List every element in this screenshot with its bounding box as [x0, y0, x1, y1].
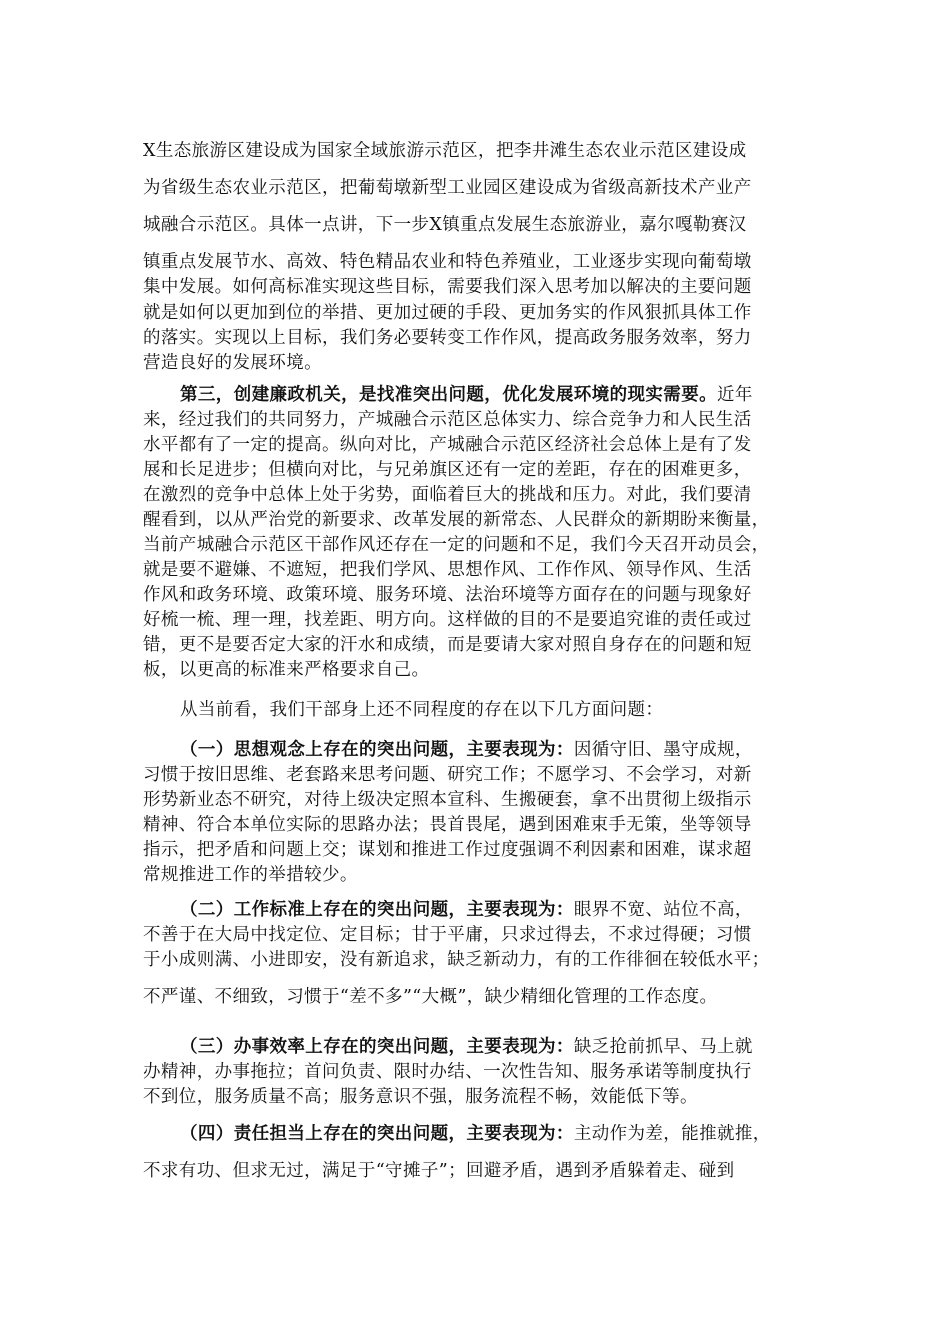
- text-line: 于小成则满、小进即安，没有新追求，缺乏新动力，有的工作徘徊在较低水平；: [143, 950, 770, 970]
- text-run: 近年: [717, 385, 753, 405]
- text-line: 的落实。实现以上目标，我们务必要转变工作作风，提高政务服务效率，努力: [143, 328, 752, 348]
- text-line: 错，更不是要否定大家的汗水和成绩，而是要请大家对照自身存在的问题和短: [143, 635, 752, 655]
- text-line: 板，以更高的标准来严格要求自己。: [143, 660, 430, 680]
- item-heading-3: （三）办事效率上存在的突出问题，主要表现为：: [180, 1037, 574, 1057]
- text-line: 醒看到，以从严治党的新要求、改革发展的新常态、人民群众的新期盼来衡量，: [143, 510, 770, 530]
- text-line: 办精神，办事拖拉；首问负责、限时办结、一次性告知、服务承诺等制度执行: [143, 1062, 752, 1082]
- text-line: 在激烈的竞争中总体上处于劣势，面临着巨大的挑战和压力。对此，我们要清: [143, 485, 752, 505]
- text-line: 好梳一梳、理一理，找差距、明方向。这样做的目的不是要追究谁的责任或过: [143, 610, 752, 630]
- text-line: 作风和政务环境、政策环境、服务环境、法治环境等方面存在的问题与现象好: [143, 585, 752, 605]
- text-line: 习惯于按旧思维、老套路来思考问题、研究工作；不愿学习、不会学习，对新: [143, 765, 752, 785]
- text-line: 为省级生态农业示范区，把葡萄墩新型工业园区建设成为省级高新技术产业产: [143, 178, 752, 198]
- item-heading-4: （四）责任担当上存在的突出问题，主要表现为：: [180, 1124, 574, 1144]
- text-line: 集中发展。如何高标准实现这些目标，需要我们深入思考加以解决的主要问题: [143, 277, 752, 297]
- text-line: 就是要不避嫌、不遮短，把我们学风、思想作风、工作作风、领导作风、生活: [143, 560, 752, 580]
- text-line: 常规推进工作的举措较少。: [143, 865, 358, 885]
- text-line: 不严谨、不细致，习惯于“差不多”“大概”，缺少精细化管理的工作态度。: [143, 987, 718, 1007]
- text-run: 主动作为差，能推就推，: [573, 1124, 771, 1144]
- text-line: 不求有功、但求无过，满足于“守摊子”；回避矛盾，遇到矛盾躲着走、碰到: [143, 1161, 735, 1181]
- text-line: 当前产城融合示范区干部作风还存在一定的问题和不足，我们今天召开动员会，: [143, 535, 770, 555]
- text-line: 指示，把矛盾和问题上交；谋划和推进工作过度强调不利因素和困难，谋求超: [143, 840, 752, 860]
- text-line: 镇重点发展节水、高效、特色精品农业和特色养殖业，工业逐步实现向葡萄墩: [143, 252, 752, 272]
- text-line: 不善于在大局中找定位、定目标；甘于平庸，只求过得去，不求过得硬；习惯: [143, 925, 752, 945]
- paragraph-first-line: [180, 384, 820, 406]
- text-line: 水平都有了一定的提高。纵向对比，产城融合示范区经济社会总体上是有了发: [143, 435, 752, 455]
- paragraph-first-line: [180, 1123, 820, 1145]
- text-line: X生态旅游区建设成为国家全域旅游示范区，把李井滩生态农业示范区建设成: [143, 141, 747, 161]
- text-line: 展和长足进步；但横向对比，与兄弟旗区还有一定的差距，存在的困难更多，: [143, 460, 752, 480]
- text-line: 城融合示范区。具体一点讲，下一步X镇重点发展生态旅游业，嘉尔嘎勒赛汉: [143, 215, 747, 235]
- paragraph-first-line: [180, 1036, 820, 1058]
- text-line: 就是如何以更加到位的举措、更加过硬的手段、更加务实的作风狠抓具体工作: [143, 303, 752, 323]
- text-run: 缺乏抢前抓早、马上就: [573, 1037, 753, 1057]
- item-heading-2: （二）工作标准上存在的突出问题，主要表现为：: [180, 900, 574, 920]
- text-run: 因循守旧、墨守成规，: [573, 740, 753, 760]
- text-line: 精神、符合本单位实际的思路办法；畏首畏尾，遇到困难束手无策，坐等领导: [143, 815, 752, 835]
- paragraph-first-line: [180, 899, 820, 921]
- text-line: 营造良好的发展环境。: [143, 353, 322, 373]
- text-line: 不到位，服务质量不高；服务意识不强，服务流程不畅，效能低下等。: [143, 1087, 698, 1107]
- text-run: 眼界不宽、站位不高，: [573, 900, 753, 920]
- item-heading-1: （一）思想观念上存在的突出问题，主要表现为：: [180, 740, 574, 760]
- section-heading-3: 第三，创建廉政机关，是找准突出问题，优化发展环境的现实需要。: [180, 385, 717, 405]
- text-line: 从当前看，我们干部身上还不同程度的存在以下几方面问题：: [180, 700, 664, 720]
- paragraph-first-line: [180, 739, 820, 761]
- text-line: 形势新业态不研究，对待上级决定照本宣科、生搬硬套，拿不出贯彻上级指示: [143, 790, 752, 810]
- text-line: 来，经过我们的共同努力，产城融合示范区总体实力、综合竞争力和人民生活: [143, 410, 752, 430]
